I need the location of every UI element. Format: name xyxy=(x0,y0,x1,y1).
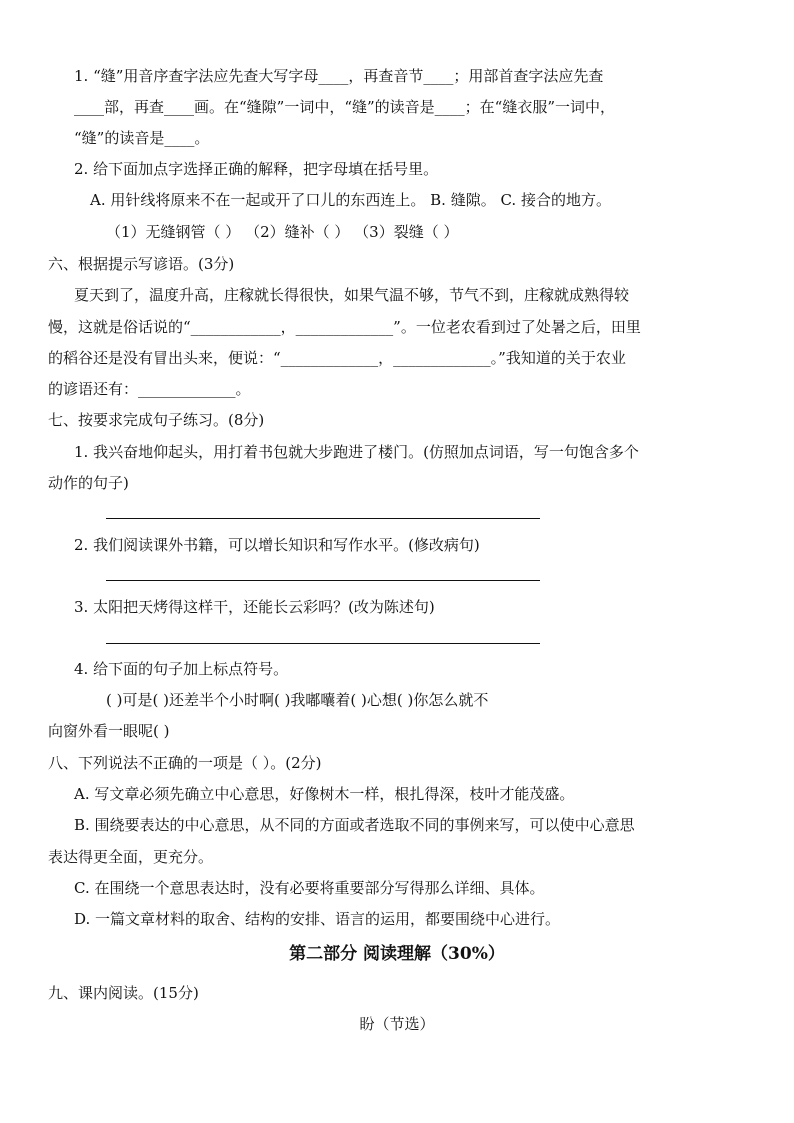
passage-title: 盼（节选） xyxy=(359,1015,435,1033)
section-eight-option-c: C. 在围绕一个意思表达时，没有必要将重要部分写得那么详细、具体。 xyxy=(74,879,545,897)
section-eight-option-b-line1: B. 围绕要表达的中心意思，从不同的方面或者选取不同的事例来写，可以使中心意思 xyxy=(74,816,635,834)
q1-line2: ____部，再查____画。在“缝隙”一词中，“缝”的读音是____；在“缝衣服”一词中， xyxy=(74,98,616,116)
section-seven-q4-line1: ( )可是( )还差半个小时啊( )我嘟囔着( )心想( )你怎么就不 xyxy=(106,691,489,709)
section-nine-title: 九、课内阅读。(15分) xyxy=(48,984,199,1002)
section-six-line3: 的稻谷还是没有冒出头来，便说：“_____________，_____________。”我知道的关于农业 xyxy=(48,349,626,367)
section-eight-option-a: A. 写文章必须先确立中心意思，好像树木一样，根扎得深，枝叶才能茂盛。 xyxy=(74,785,575,803)
section-six-line2: 慢，这就是俗话说的“____________，_____________”。一位老农看到过了处暑之后，田里 xyxy=(48,318,641,336)
q2-instruction: 2. 给下面加点字选择正确的解释，把字母填在括号里。 xyxy=(74,160,439,178)
q2-options: A. 用针线将原来不在一起或开了口儿的东西连上。 B. 缝隙。 C. 接合的地方。 xyxy=(90,191,611,209)
part-two-heading: 第二部分 阅读理解（30%） xyxy=(289,944,505,964)
answer-line-3[interactable] xyxy=(106,643,540,644)
section-seven-q1-line2: 动作的句子) xyxy=(48,474,129,492)
answer-line-2[interactable] xyxy=(106,580,540,581)
section-six-line4: 的谚语还有：_____________。 xyxy=(48,380,251,398)
section-seven-q2: 2. 我们阅读课外书籍，可以增长知识和写作水平。(修改病句) xyxy=(74,536,480,554)
section-seven-q4: 4. 给下面的句子加上标点符号。 xyxy=(74,660,289,678)
section-eight-option-d: D. 一篇文章材料的取舍、结构的安排、语言的运用，都要围绕中心进行。 xyxy=(74,910,561,928)
section-eight-title: 八、下列说法不正确的一项是（ ）。(2分) xyxy=(48,754,322,772)
q1-line3: “缝”的读音是____。 xyxy=(74,129,210,147)
section-seven-q4-line2: 向窗外看一眼呢( ) xyxy=(48,722,170,740)
section-six-line1: 夏天到了，温度升高，庄稼就长得很快，如果气温不够，节气不到，庄稼就成熟得较 xyxy=(74,286,630,304)
q1-line1: 1. “缝”用音序查字法应先查大写字母____，再查音节____；用部首查字法应先查 xyxy=(74,67,604,85)
section-seven-q1-line1: 1. 我兴奋地仰起头，用打着书包就大步跑进了楼门。(仿照加点词语，写一句饱含多个 xyxy=(74,443,639,461)
section-eight-option-b-line2: 表达得更全面，更充分。 xyxy=(48,848,214,866)
section-seven-q3: 3. 太阳把天烤得这样干，还能长云彩吗？(改为陈述句) xyxy=(74,598,435,616)
section-seven-title: 七、按要求完成句子练习。(8分) xyxy=(48,411,265,429)
answer-line-1[interactable] xyxy=(106,518,540,519)
section-six-title: 六、根据提示写谚语。(3分) xyxy=(48,255,235,273)
q2-answers: （1）无缝钢管（ ） （2）缝补（ ） （3）裂缝（ ） xyxy=(106,223,459,241)
